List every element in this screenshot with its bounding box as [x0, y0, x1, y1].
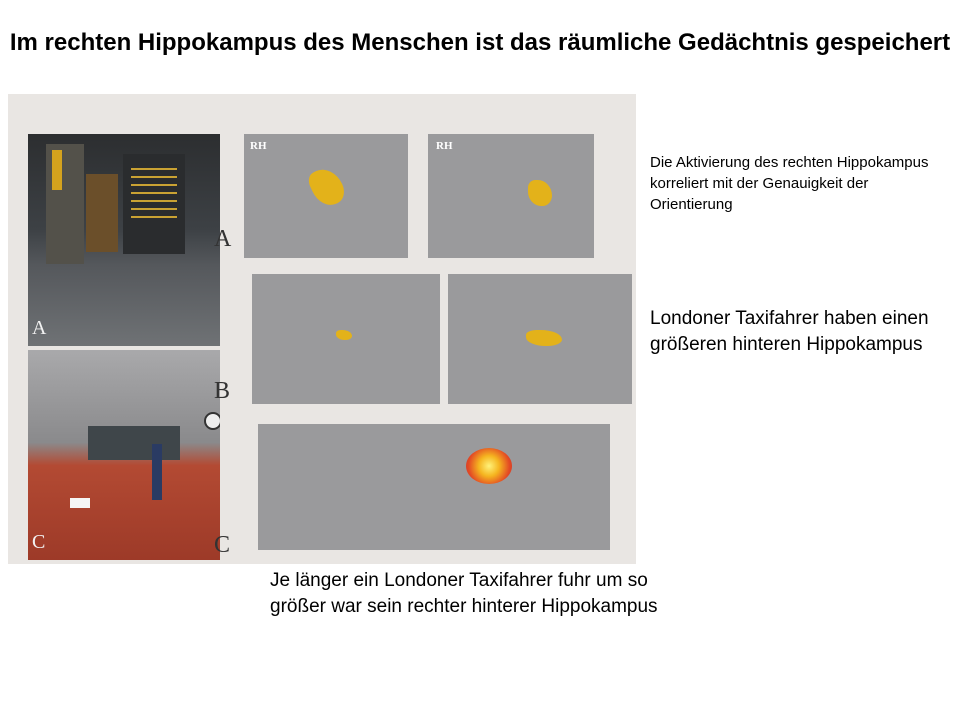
building-left — [46, 144, 84, 264]
panel-label-b: B — [214, 378, 231, 404]
panel-label-a: A — [214, 226, 232, 252]
scan-c — [258, 424, 610, 550]
image-label-a: A — [32, 317, 47, 339]
scan-a-left — [244, 134, 408, 258]
virtual-room-image — [28, 350, 220, 560]
slide-title: Im rechten Hippokampus des Menschen ist das räumliche Gedächtnis gespeichert — [9, 29, 951, 56]
scan-a-right — [428, 134, 594, 258]
activation-blob — [528, 180, 552, 206]
caption-taxi-larger: Londoner Taxifahrer haben einen größeren hinteren Hippokampus — [650, 308, 929, 355]
figure-person — [152, 444, 162, 500]
scan-b-right — [448, 274, 632, 404]
image-label-c: C — [32, 531, 46, 553]
caption-taxi-duration: Je länger ein Londoner Taxifahrer fuhr um so größer war sein rechter hinterer Hippokampus — [270, 570, 658, 617]
activation-blob — [305, 163, 348, 210]
heatmap-hotspot — [466, 448, 512, 484]
caption-activation: Die Aktivierung des rechten Hippokampus korreliert mit der Genauigkeit der Orientierung — [650, 154, 929, 213]
lit-windows — [131, 164, 177, 224]
activation-blob — [526, 330, 562, 346]
hippocampus-figure — [8, 94, 636, 564]
clock-icon — [204, 412, 220, 430]
neon-sign — [52, 150, 62, 190]
scan-b-left — [252, 274, 440, 404]
scan-label-rh-1: RH — [250, 140, 267, 152]
floor-marker — [70, 498, 90, 508]
building-mid — [86, 174, 118, 252]
panel-label-c: C — [214, 532, 231, 558]
building-right — [123, 154, 185, 254]
counter — [88, 426, 180, 460]
scan-label-rh-2: RH — [436, 140, 453, 152]
virtual-town-image — [28, 134, 220, 346]
activation-blob — [336, 330, 352, 340]
